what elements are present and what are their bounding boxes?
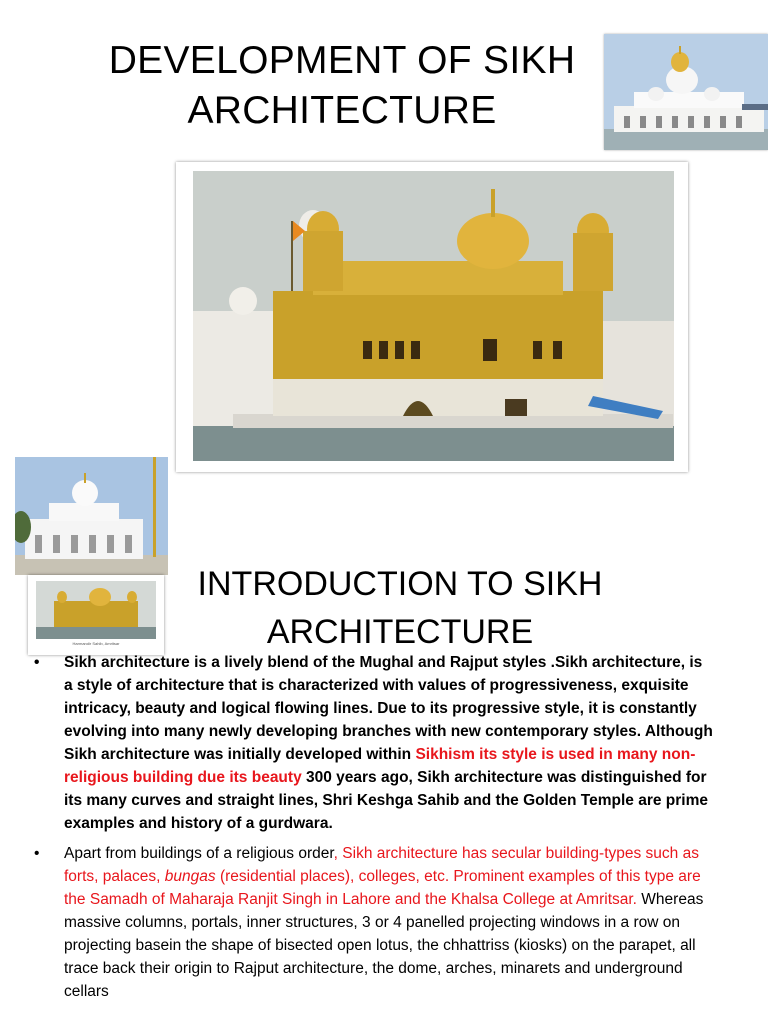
bullet-text: Apart from buildings of a religious order xyxy=(64,845,334,862)
golden-temple-photo xyxy=(193,171,674,461)
bullet-list xyxy=(34,651,714,1003)
golden-temple-photo-frame xyxy=(176,162,688,472)
bullet-text: 300 years ago, Sikh architecture was distinguished for its many curves and straight lines, Shri Keshga Sahib and the Golden Temple are prime examples and history of a gurdwara. xyxy=(64,769,708,832)
section-subtitle xyxy=(170,558,630,656)
highlighted-text: Sikhism its style is used in many non-religious building due its beauty xyxy=(64,746,696,786)
highlighted-text: (residential places), colleges, etc. Prominent examples of this type are the Samadh of Maharaja Ranjit Singh in Lahore and the Khalsa College at Amritsar. xyxy=(64,868,701,908)
highlighted-text: , Sikh architecture has secular building-types such as forts, palaces, xyxy=(64,845,699,885)
bullet-dot: • xyxy=(34,654,40,671)
small-photo-caption: Harmandir Sahib, Amritsar xyxy=(72,641,120,646)
golden-temple-small-frame xyxy=(28,575,164,655)
bullet-item xyxy=(34,842,714,1003)
golden-temple-small-photo xyxy=(36,581,156,639)
bullet-dot: • xyxy=(34,845,40,862)
slide-title: DEVELOPMENT OF SIKH ARCHITECTURE xyxy=(108,39,576,132)
bullet-item xyxy=(34,651,714,835)
white-gurdwara-thumbnail xyxy=(15,457,168,575)
highlighted-italic-text: bungas xyxy=(164,868,216,885)
gurdwara-thumbnail-top-right xyxy=(604,34,768,150)
bullet-text: Whereas massive columns, portals, inner structures, 3 or 4 panelled projecting windows in a row on projecting basein the shape of bisected open lotus, the chhattriss (kiosks) on the parapet, all trace back their origin to Rajput architecture, the dome, arches, minarets and underground cellars xyxy=(64,891,704,1000)
bullet-text: Sikh architecture is a lively blend of the Mughal and Rajput styles .Sikh architecture, is a style of architecture that is characterized with values of progressiveness, exquisite intricacy, beauty and logical flowing lines. Due to its progressive style, it is constantly evolving into many newly developing branches with new contemporary styles. Although Sikh architecture was initially developed within xyxy=(64,654,713,763)
section-subtitle-text: INTRODUCTION TO SIKH ARCHITECTURE xyxy=(197,565,603,651)
